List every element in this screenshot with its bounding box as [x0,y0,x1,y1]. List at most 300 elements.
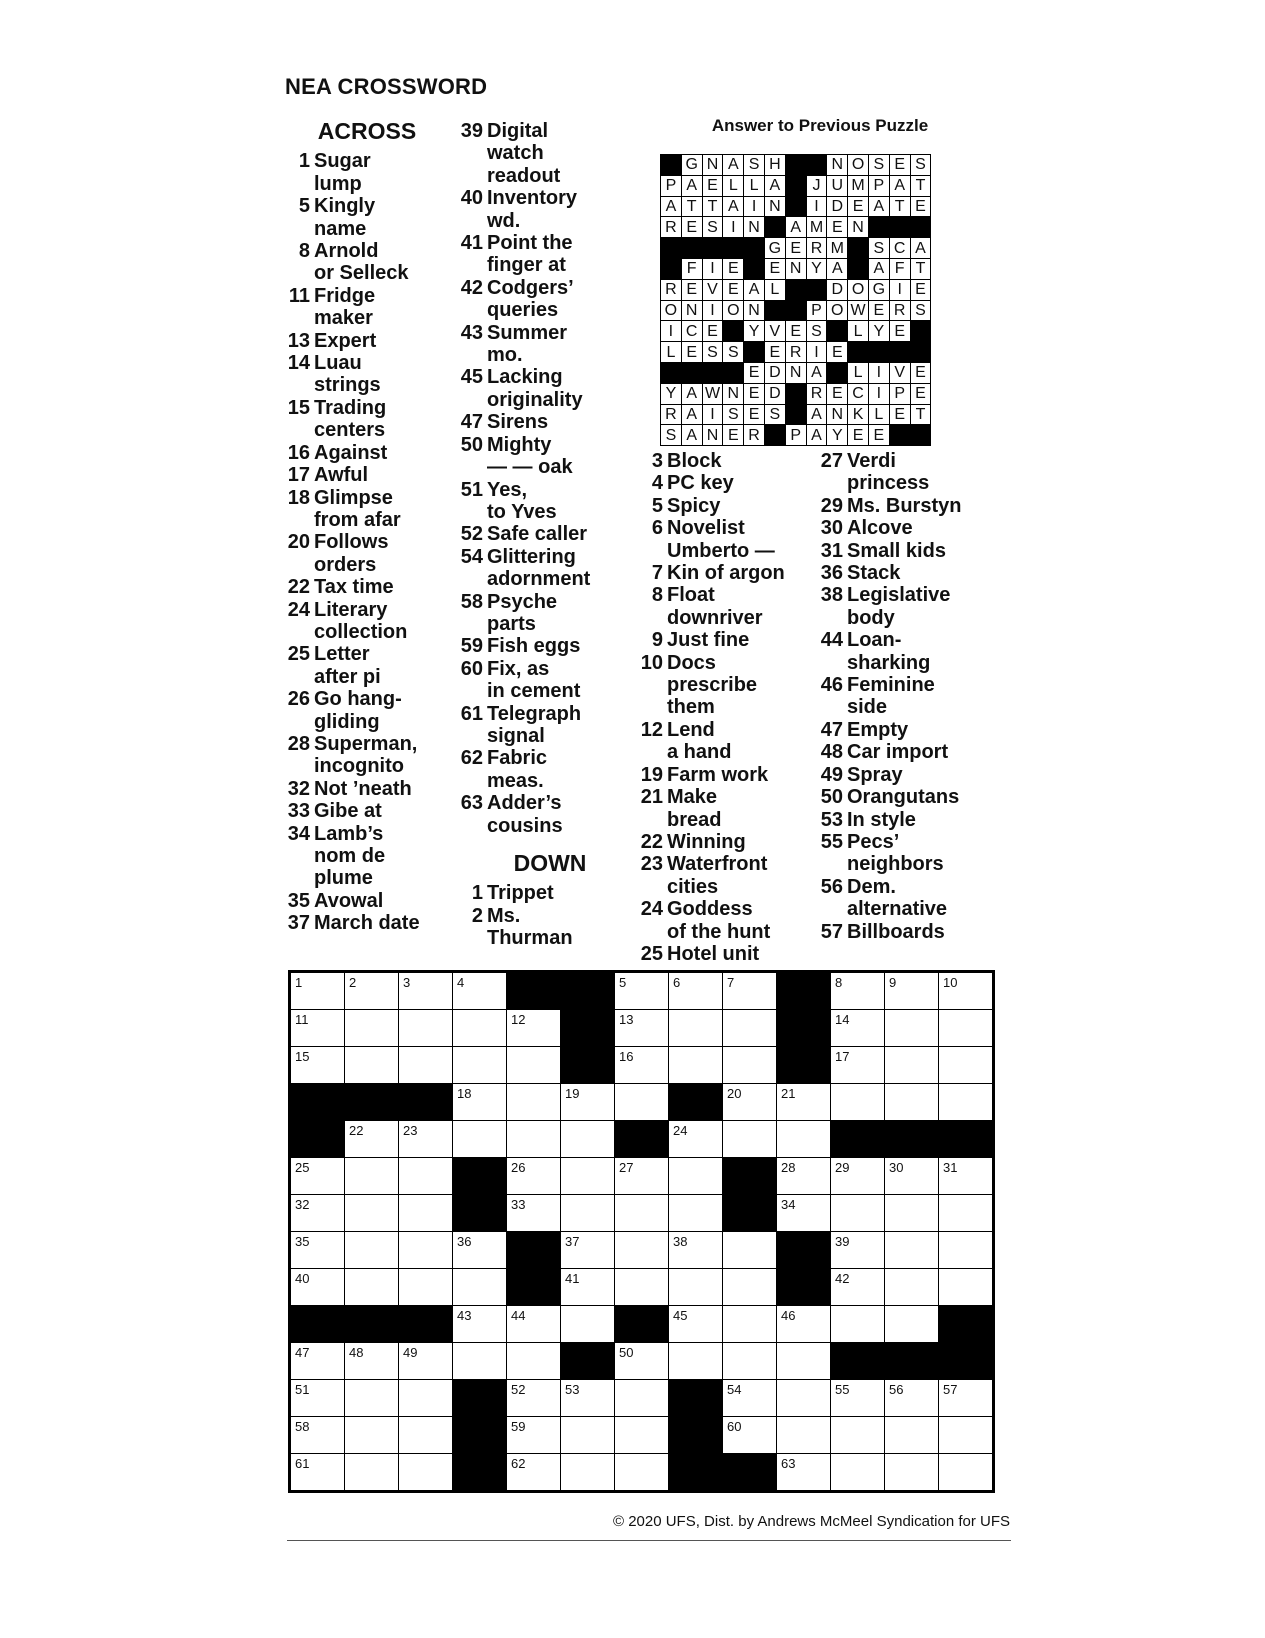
answer-letter: E [848,196,869,217]
clue-down-36 [815,562,995,584]
clue-text: Telegraph signal [487,702,582,747]
grid-cell[interactable] [399,1417,453,1454]
cell-number: 34 [781,1197,796,1212]
grid-cell[interactable] [831,972,885,1010]
black-square [723,1454,777,1492]
grid-cell[interactable] [561,1195,615,1232]
grid-cell[interactable] [453,1084,507,1121]
cell-number: 2 [349,975,357,990]
grid-cell[interactable] [831,1232,885,1269]
grid-cell[interactable] [885,1454,939,1492]
down-clues-column-1 [455,852,645,950]
grid-cell[interactable] [777,1121,831,1158]
grid-cell[interactable] [723,972,777,1010]
clue-across-18 [282,487,452,532]
grid-cell[interactable] [507,1417,561,1454]
grid-cell[interactable] [939,1084,994,1121]
answer-letter: N [785,258,806,279]
answer-letter: F [681,258,702,279]
grid-cell[interactable] [831,1380,885,1417]
grid-cell[interactable] [885,1417,939,1454]
answer-letter: E [702,175,723,196]
grid-cell[interactable] [669,972,723,1010]
grid-cell[interactable] [290,972,345,1010]
answer-black-square [785,383,806,404]
grid-cell[interactable] [777,1417,831,1454]
grid-cell[interactable] [507,1047,561,1084]
grid-cell[interactable] [399,1343,453,1380]
clue-number: 32 [287,777,310,800]
grid-cell[interactable] [669,1158,723,1195]
clue-number: 24 [287,598,310,621]
grid-cell[interactable] [669,1121,723,1158]
cell-number: 29 [835,1160,850,1175]
grid-cell[interactable] [399,1158,453,1195]
cell-number: 17 [835,1049,850,1064]
clue-across-39 [455,120,645,187]
grid-cell[interactable] [399,1380,453,1417]
answer-letter: S [723,404,744,425]
grid-cell[interactable] [345,1195,399,1232]
grid-cell[interactable] [290,1417,345,1454]
answer-letter: A [681,425,702,446]
grid-cell[interactable] [723,1343,777,1380]
grid-cell[interactable] [669,1232,723,1269]
clue-number: 8 [651,584,663,607]
clue-text: Tax time [314,576,394,599]
grid-cell[interactable] [831,1010,885,1047]
answer-letter: A [806,362,827,383]
grid-cell[interactable] [669,1010,723,1047]
grid-cell[interactable] [615,1269,669,1306]
cell-number: 39 [835,1234,850,1249]
clue-text: Codgers’ queries [487,276,574,322]
grid-cell[interactable] [345,1232,399,1269]
grid-cell[interactable] [507,1454,561,1492]
answer-letter: S [764,404,785,425]
answer-letter: I [661,321,682,342]
grid-cell[interactable] [615,1084,669,1121]
answer-letter: D [827,196,848,217]
grid-cell[interactable] [885,1158,939,1195]
grid-cell[interactable] [561,1380,615,1417]
grid-cell[interactable] [507,1380,561,1417]
answer-letter: E [910,383,931,404]
grid-cell[interactable] [885,1306,939,1343]
clue-down-46 [815,674,995,719]
down-clues-column-3 [815,450,995,943]
answer-black-square [744,238,765,259]
grid-cell[interactable] [885,1047,939,1084]
answer-letter: E [910,362,931,383]
grid-cell[interactable] [939,1380,994,1417]
answer-black-square [764,425,785,446]
clue-across-26 [282,688,452,733]
clue-number: 48 [820,741,843,764]
grid-cell[interactable] [885,1232,939,1269]
grid-cell[interactable] [345,1454,399,1492]
answer-letter: D [764,383,785,404]
grid-cell[interactable] [777,1158,831,1195]
grid-cell[interactable] [939,1454,994,1492]
cell-number: 41 [565,1271,580,1286]
answer-letter: S [868,155,889,176]
grid-cell[interactable] [290,1047,345,1084]
grid-cell[interactable] [777,1380,831,1417]
grid-cell[interactable] [885,1010,939,1047]
answer-black-square [702,362,723,383]
cell-number: 53 [565,1382,580,1397]
clue-number: 2 [471,904,483,927]
grid-cell[interactable] [345,1047,399,1084]
grid-cell[interactable] [453,1232,507,1269]
clue-number: 58 [460,590,483,613]
answer-letter: K [848,404,869,425]
grid-cell[interactable] [723,1084,777,1121]
clue-number: 35 [287,889,310,912]
answer-black-square [764,217,785,238]
answer-letter: A [868,258,889,279]
clue-text: Pecs’ neighbors [847,830,944,876]
clue-number: 14 [287,352,310,375]
answer-letter: P [806,300,827,321]
across-clues-column-2 [455,120,645,837]
grid-cell[interactable] [290,1158,345,1195]
answer-letter: C [889,238,910,259]
clue-number: 1 [298,150,310,173]
clue-down-47 [815,719,995,741]
grid-cell[interactable] [777,1195,831,1232]
grid-cell[interactable] [615,1454,669,1492]
grid-cell[interactable] [507,1306,561,1343]
grid-cell[interactable] [507,1084,561,1121]
clue-text: Fish eggs [487,635,581,658]
clue-number: 47 [460,411,483,434]
clue-number: 23 [640,853,663,876]
clue-down-9 [635,629,815,651]
answer-letter: W [702,383,723,404]
grid-cell[interactable] [777,1306,831,1343]
grid-cell[interactable] [615,1417,669,1454]
answer-letter: N [827,155,848,176]
grid-cell[interactable] [831,1084,885,1121]
cell-number: 54 [727,1382,742,1397]
grid-cell[interactable] [831,1047,885,1084]
answer-letter: M [827,238,848,259]
clue-text: Alcove [847,517,913,540]
answer-black-square [785,175,806,196]
clue-down-7 [635,562,815,584]
clue-number: 38 [820,584,843,607]
clue-number: 5 [651,494,663,517]
grid-cell[interactable] [345,1343,399,1380]
black-square [345,1084,399,1121]
grid-cell[interactable] [885,1269,939,1306]
clue-text: Just fine [667,629,750,652]
grid-cell[interactable] [345,1158,399,1195]
grid-cell[interactable] [669,1343,723,1380]
grid-cell[interactable] [723,1232,777,1269]
answer-letter: H [764,155,785,176]
grid-cell[interactable] [345,1269,399,1306]
clue-text: Superman, incognito [314,732,418,778]
grid-cell[interactable] [290,1380,345,1417]
grid-cell[interactable] [831,1269,885,1306]
clue-number: 59 [460,635,483,658]
answer-black-square [785,155,806,176]
clue-across-62 [455,747,645,792]
black-square [831,1343,885,1380]
grid-cell[interactable] [561,1232,615,1269]
answer-letter: Y [661,383,682,404]
grid-cell[interactable] [561,1121,615,1158]
grid-cell[interactable] [453,1306,507,1343]
grid-cell[interactable] [507,1121,561,1158]
answer-black-square [910,342,931,363]
clue-text: Billboards [847,920,945,943]
clue-down-31 [815,540,995,562]
grid-cell[interactable] [615,1343,669,1380]
clue-down-24 [635,898,815,943]
grid-cell[interactable] [939,1269,994,1306]
clue-across-14 [282,352,452,397]
answer-letter: P [868,175,889,196]
grid-cell[interactable] [561,1417,615,1454]
clue-number: 17 [287,464,310,487]
grid-cell[interactable] [345,1121,399,1158]
black-square [561,1343,615,1380]
grid-cell[interactable] [399,972,453,1010]
grid-cell[interactable] [399,1047,453,1084]
answer-black-square [785,196,806,217]
answer-letter: R [661,279,682,300]
grid-cell[interactable] [507,1010,561,1047]
grid-cell[interactable] [885,1195,939,1232]
grid-cell[interactable] [723,1269,777,1306]
grid-cell[interactable] [939,1158,994,1195]
grid-cell[interactable] [399,1010,453,1047]
grid-cell[interactable] [939,1195,994,1232]
grid-cell[interactable] [723,1417,777,1454]
answer-letter: A [764,175,785,196]
clue-text: Safe caller [487,523,588,546]
previous-answer-title: Answer to Previous Puzzle [711,116,929,135]
clue-text: Lacking originality [487,366,583,411]
clue-number: 33 [287,800,310,823]
cell-number: 8 [835,975,843,990]
grid-cell[interactable] [345,972,399,1010]
clue-number: 11 [288,284,310,307]
grid-cell[interactable] [615,1047,669,1084]
clue-number: 60 [460,657,483,680]
grid-cell[interactable] [290,1454,345,1492]
grid-cell[interactable] [453,1010,507,1047]
crossword-grid[interactable] [288,970,995,1493]
grid-cell[interactable] [831,1306,885,1343]
grid-cell[interactable] [831,1158,885,1195]
clue-text: Block [667,450,722,472]
answer-letter: M [848,175,869,196]
answer-black-square [661,155,682,176]
clue-down-8 [635,584,815,629]
grid-cell[interactable] [939,972,994,1010]
grid-cell[interactable] [831,1454,885,1492]
grid-cell[interactable] [669,1269,723,1306]
grid-cell[interactable] [453,1047,507,1084]
grid-cell[interactable] [615,1158,669,1195]
answer-letter: P [661,175,682,196]
grid-cell[interactable] [723,1121,777,1158]
answer-letter: G [764,238,785,259]
grid-cell[interactable] [615,972,669,1010]
clue-down-55 [815,831,995,876]
grid-cell[interactable] [399,1269,453,1306]
grid-cell[interactable] [453,1343,507,1380]
answer-letter: R [661,217,682,238]
grid-cell[interactable] [507,1343,561,1380]
answer-letter: A [661,196,682,217]
answer-letter: C [681,321,702,342]
grid-cell[interactable] [561,1084,615,1121]
answer-letter: R [806,238,827,259]
clue-number: 53 [820,808,843,831]
grid-cell[interactable] [777,1084,831,1121]
clue-down-12 [635,719,815,764]
grid-cell[interactable] [723,1380,777,1417]
cell-number: 62 [511,1456,526,1471]
grid-cell[interactable] [345,1010,399,1047]
answer-letter: E [910,279,931,300]
grid-cell[interactable] [831,1195,885,1232]
answer-letter: D [764,362,785,383]
answer-letter: E [744,383,765,404]
grid-cell[interactable] [885,1084,939,1121]
black-square [939,1121,994,1158]
grid-cell[interactable] [399,1232,453,1269]
grid-cell[interactable] [453,972,507,1010]
grid-cell[interactable] [345,1380,399,1417]
answer-letter: E [723,425,744,446]
grid-cell[interactable] [723,1047,777,1084]
clue-number: 61 [460,702,483,725]
black-square [669,1380,723,1417]
grid-cell[interactable] [507,1158,561,1195]
grid-cell[interactable] [669,1047,723,1084]
grid-cell[interactable] [939,1047,994,1084]
clue-number: 25 [640,942,663,965]
black-square [345,1306,399,1343]
clue-text: Trading centers [314,396,387,442]
grid-cell[interactable] [615,1380,669,1417]
grid-cell[interactable] [453,1269,507,1306]
clue-text: Lamb’s nom de plume [314,822,386,890]
answer-letter: V [702,279,723,300]
answer-letter: A [868,196,889,217]
grid-cell[interactable] [290,1343,345,1380]
grid-cell[interactable] [831,1417,885,1454]
answer-letter: M [806,217,827,238]
clue-number: 10 [640,651,663,674]
answer-letter: A [889,175,910,196]
grid-cell[interactable] [939,1232,994,1269]
grid-cell[interactable] [615,1195,669,1232]
black-square [777,1232,831,1269]
answer-black-square [744,258,765,279]
clue-down-38 [815,584,995,629]
clue-across-1 [282,150,452,195]
grid-cell[interactable] [290,1010,345,1047]
down-clues-column-2 [635,450,815,965]
grid-cell[interactable] [561,1269,615,1306]
grid-cell[interactable] [939,1010,994,1047]
grid-cell[interactable] [723,1010,777,1047]
answer-black-square [806,279,827,300]
grid-cell[interactable] [399,1195,453,1232]
answer-letter: I [702,404,723,425]
grid-cell[interactable] [561,1306,615,1343]
clue-across-50 [455,434,645,479]
answer-black-square [910,425,931,446]
clue-number: 46 [820,674,843,697]
clue-text: Dem. alternative [847,875,948,921]
clue-down-19 [635,764,815,786]
clue-number: 6 [651,517,663,540]
clue-across-51 [455,479,645,524]
grid-cell[interactable] [777,1454,831,1492]
grid-cell[interactable] [615,1232,669,1269]
grid-cell[interactable] [399,1121,453,1158]
clue-number: 36 [820,562,843,585]
grid-cell[interactable] [507,1195,561,1232]
grid-cell[interactable] [615,1010,669,1047]
grid-cell[interactable] [885,972,939,1010]
clue-text: Legislative body [847,584,951,629]
clue-across-28 [282,733,452,778]
grid-cell[interactable] [561,1158,615,1195]
grid-cell[interactable] [345,1417,399,1454]
answer-letter: A [681,383,702,404]
answer-black-square [681,238,702,259]
grid-cell[interactable] [885,1380,939,1417]
grid-cell[interactable] [453,1121,507,1158]
cell-number: 24 [673,1123,688,1138]
grid-cell[interactable] [669,1195,723,1232]
grid-cell[interactable] [777,1343,831,1380]
answer-letter: N [744,300,765,321]
answer-letter: R [785,342,806,363]
answer-letter: O [848,155,869,176]
clue-down-2 [455,905,645,950]
clue-across-52 [455,523,645,545]
grid-cell[interactable] [290,1195,345,1232]
grid-cell[interactable] [290,1232,345,1269]
answer-letter: E [764,258,785,279]
grid-cell[interactable] [290,1269,345,1306]
grid-cell[interactable] [399,1454,453,1492]
grid-cell[interactable] [723,1306,777,1343]
grid-cell[interactable] [561,1454,615,1492]
clue-number: 50 [460,433,483,456]
clue-number: 18 [287,486,310,509]
black-square [723,1158,777,1195]
clue-number: 51 [460,478,483,501]
grid-cell[interactable] [939,1417,994,1454]
cell-number: 44 [511,1308,526,1323]
answer-black-square [681,362,702,383]
clue-text: Stack [847,562,901,585]
clue-across-41 [455,232,645,277]
grid-cell[interactable] [669,1306,723,1343]
